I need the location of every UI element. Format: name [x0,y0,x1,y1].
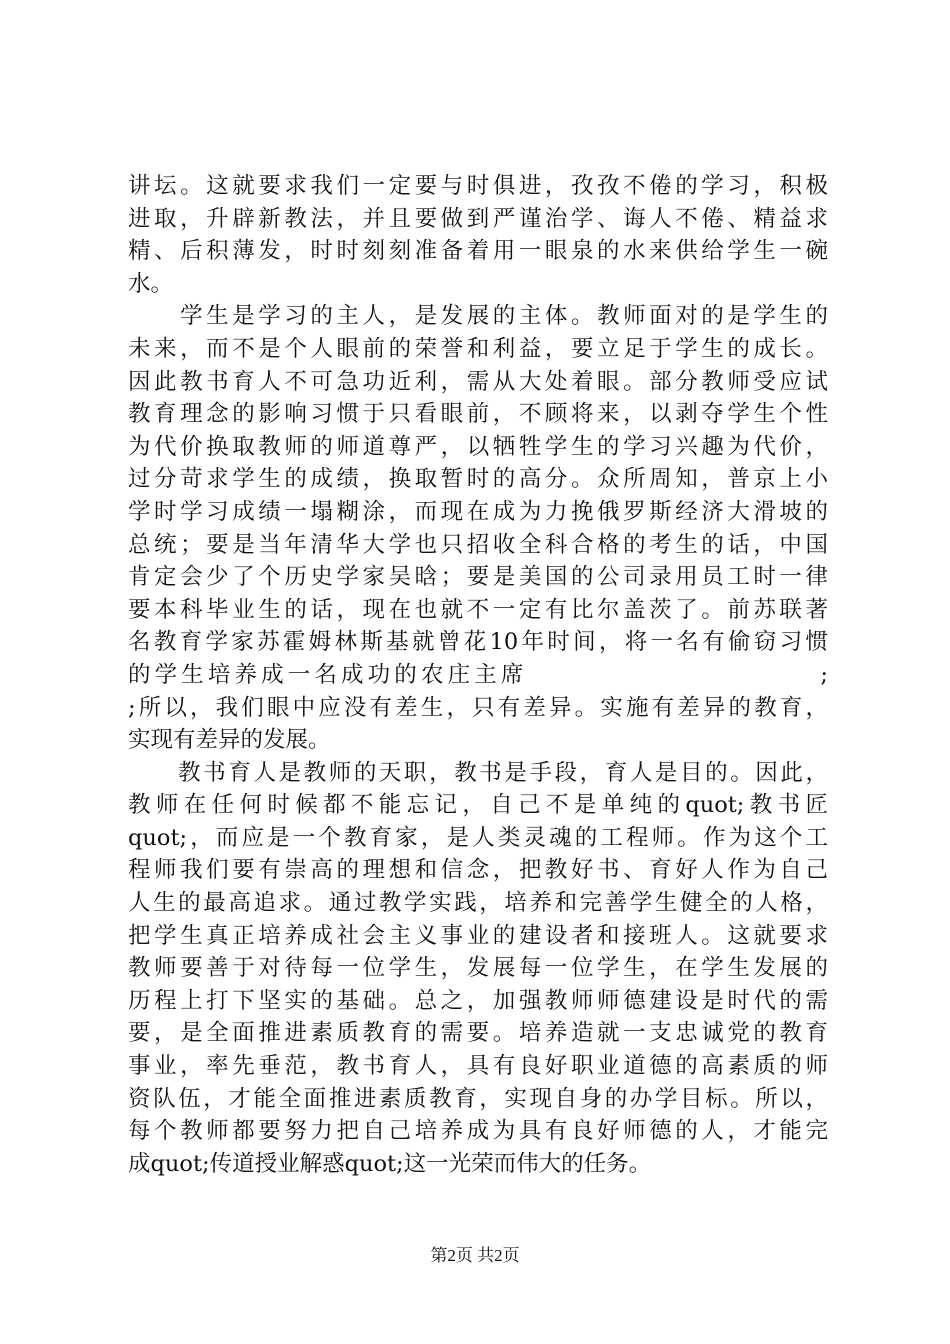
text-line: 资队伍，才能全面推进素质教育，实现自身的办学目标。所以， [128,1085,828,1112]
text-line: 事业，率先垂范，教书育人，具有良好职业道德的高素质的师 [128,1053,828,1080]
text-line: 名教育学家苏霍姆林斯基就曾花10年时间，将一名有偷窃习惯 [128,629,828,656]
text-line: 学生是学习的主人，是发展的主体。教师面对的是学生的 [128,303,828,330]
text-line: 总统；要是当年清华大学也只招收全科合格的考生的话，中国 [128,531,828,558]
text-line: 每个教师都要努力把自己培养成为具有良好师德的人，才能完 [128,1118,828,1145]
text-line: 成quot;传道授业解惑quot;这一光荣而伟大的任务。 [128,1150,652,1177]
text-line: 水。 [128,270,174,297]
text-line: 的学生培养成一名成功的农庄主席 ; [128,661,828,688]
text-line: quot;，而应是一个教育家，是人类灵魂的工程师。作为这个工 [128,824,828,851]
text-line: 未来，而不是个人眼前的荣誉和利益，要立足于学生的成长。 [128,335,828,362]
text-line: 教师在任何时候都不能忘记，自己不是单纯的quot;教书匠 [128,792,828,819]
text-line: 学时学习成绩一塌糊涂，而现在成为力挽俄罗斯经济大滑坡的 [128,498,828,525]
document-body [128,170,828,1180]
text-line: 精、后积薄发，时时刻刻准备着用一眼泉的水来供给学生一碗 [128,238,828,265]
text-line: 程师我们要有崇高的理想和信念，把教好书、育好人作为自己 [128,857,828,884]
text-line: 教育理念的影响习惯于只看眼前，不顾将来，以剥夺学生个性 [128,401,828,428]
text-line: 把学生真正培养成社会主义事业的建设者和接班人。这就要求 [128,922,828,949]
text-line: 过分苛求学生的成绩，换取暂时的高分。众所周知，普京上小 [128,466,828,493]
text-line: 讲坛。这就要求我们一定要与时俱进，孜孜不倦的学习，积极 [128,173,828,199]
text-line: 肯定会少了个历史学家吴晗；要是美国的公司录用员工时一律 [128,564,828,591]
page-number-footer: 第2页 共2页 [430,1246,520,1265]
text-line: 人生的最高追求。通过教学实践，培养和完善学生健全的人格， [128,890,828,917]
text-line: ;所以，我们眼中应没有差生，只有差异。实施有差异的教育， [128,694,828,721]
text-line: 要，是全面推进素质教育的需要。培养造就一支忠诚党的教育 [128,1020,828,1047]
text-line: 因此教书育人不可急功近利，需从大处着眼。部分教师受应试 [128,368,828,395]
text-line: 教书育人是教师的天职，教书是手段，育人是目的。因此， [128,759,828,786]
text-line: 要本科毕业生的话，现在也就不一定有比尔盖茨了。前苏联著 [128,596,828,623]
text-line: 教师要善于对待每一位学生，发展每一位学生，在学生发展的 [128,955,828,982]
text-line: 进取，升辟新教法，并且要做到严谨治学、诲人不倦、精益求 [128,205,828,232]
text-line: 实现有差异的发展。 [128,727,331,754]
text-line: 为代价换取教师的师道尊严，以牺牲学生的学习兴趣为代价， [128,433,828,460]
text-line: 历程上打下坚实的基础。总之，加强教师师德建设是时代的需 [128,987,828,1014]
